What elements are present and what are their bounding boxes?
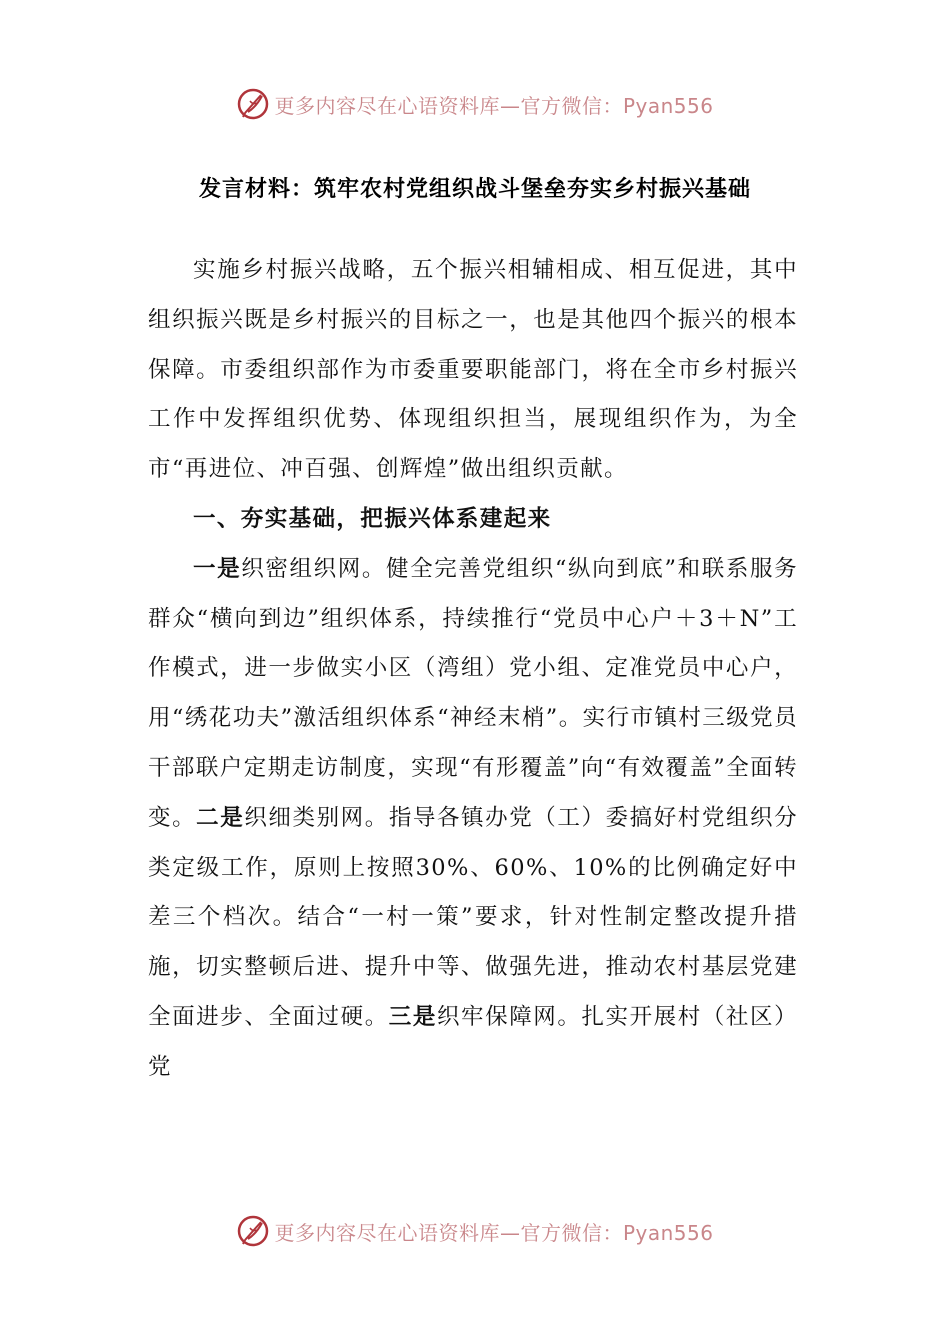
item-lead: 一是: [193, 555, 242, 582]
document-title: 发言材料：筑牢农村党组织战斗堡垒夯实乡村振兴基础: [198, 177, 751, 202]
item-lead: 三是: [388, 1003, 437, 1030]
quill-logo-icon: [236, 1214, 270, 1248]
section-heading: 一、夯实基础，把振兴体系建起来: [193, 505, 552, 532]
watermark-text: 更多内容尽在心语资料库—官方微信：Pyan556: [274, 93, 714, 118]
quill-logo-icon: [236, 87, 270, 121]
watermark-text: 更多内容尽在心语资料库—官方微信：Pyan556: [274, 1220, 714, 1245]
intro-paragraph: 实施乡村振兴战略，五个振兴相辅相成、相互促进，其中组织振兴既是乡村振兴的目标之一，也是其他四个振兴的根本保障。市委组织部作为市委重要职能部门，将在全市乡村振兴工作中发挥组织优势、体现组织担当，展现组织作为，为全市“再进位、冲百强、创辉煌”做出组织贡献。: [148, 257, 798, 483]
watermark-header: [0, 84, 950, 124]
item-text: 织牢保障网。扎实开展村（社区）党: [148, 1003, 798, 1080]
section-paragraph: [148, 545, 798, 1093]
item-lead: 二是: [196, 804, 245, 831]
item-text: 织细类别网。指导各镇办党（工）委搞好村党组织分类定级工作，原则上按照30%、60%、10%的比例确定好中差三个档次。结合“一村一策”要求，针对性制定整改提升措施，切实整顿后进、提升中等、做强先进，推动农村基层党建全面进步、全面过硬。: [148, 804, 798, 1030]
document-body: [148, 246, 798, 1093]
item-text: 织密组织网。健全完善党组织“纵向到底”和联系服务群众“横向到边”组织体系，持续推行“党员中心户＋3＋N”工作模式，进一步做实小区（湾组）党小组、定准党员中心户，用“绣花功夫”激活组织体系“神经末梢”。实行市镇村三级党员干部联户定期走访制度，实现“有形覆盖”向“有效覆盖”全面转变。: [148, 555, 798, 831]
watermark-footer: [0, 1211, 950, 1251]
